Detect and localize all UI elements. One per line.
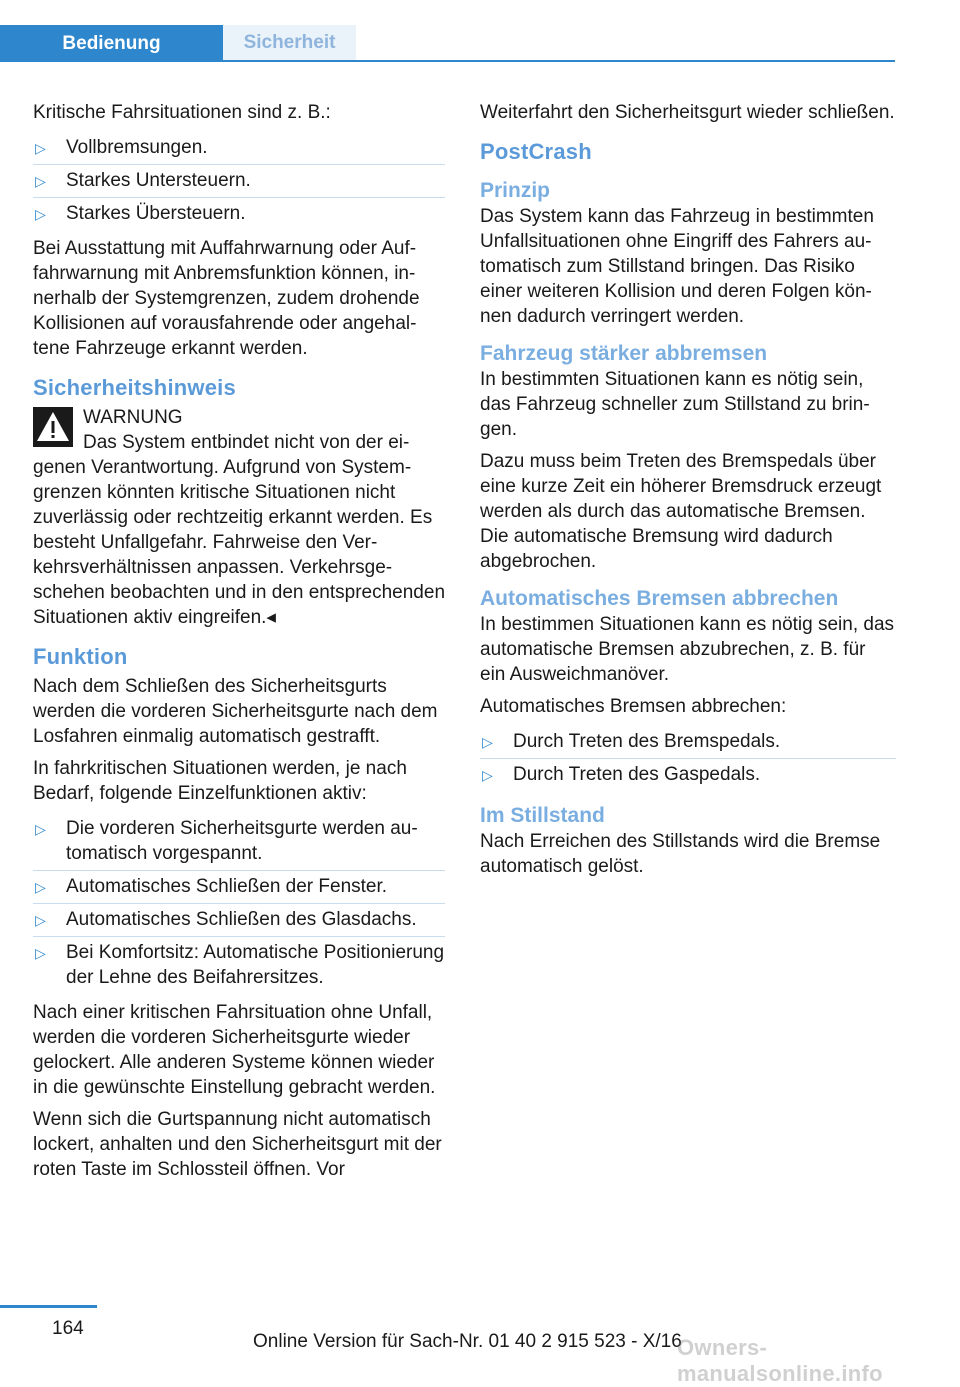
- tab-bedienung[interactable]: Bedienung: [0, 25, 223, 62]
- funktion-paragraph-3: Nach einer kritischen Fahrsituation ohne Unfall, werden die vorderen Sicherheitsgurte wieder gelockert. Alle anderen Systeme können wieder in die gewünschte Einstellung gebracht werden.: [33, 1002, 436, 1098]
- funktion-paragraph-2: In fahrkritischen Situationen werden, je nach Bedarf, folgende Einzelfunktionen aktiv:: [33, 758, 407, 804]
- prinzip-paragraph: Das System kann das Fahrzeug in bestimmten Unfallsituationen ohne Eingriff des Fahrers automatisch zum Stillstand bringen. Das Risiko einer weiteren Kollision und deren Folgen können dadurch verringert werden.: [480, 206, 874, 327]
- list-item: ▷ Starkes Untersteuern.: [33, 164, 445, 197]
- triangle-right-icon: ▷: [35, 173, 46, 189]
- list-item: ▷ Automatisches Schließen des Glasdachs.: [33, 903, 445, 936]
- heading-im-stillstand: Im Stillstand: [480, 804, 605, 827]
- heading-prinzip: Prinzip: [480, 179, 551, 202]
- online-version-text: Online Version für Sach-Nr. 01 40 2 915 523 - X/16: [253, 1331, 682, 1352]
- triangle-right-icon: ▷: [35, 821, 46, 837]
- continuation-text: Weiterfahrt den Sicherheitsgurt wieder schließen.: [480, 102, 895, 123]
- right-column: [480, 100, 896, 886]
- watermark: Owners-manualsonline.info: [677, 1335, 883, 1386]
- staerker-paragraph-2: Dazu muss beim Treten des Bremspedals über eine kurze Zeit ein höherer Bremsdruck erzeugt werden als durch das automatische Bremsen. Die automatische Bremsung wird dadurch abgebrochen.: [480, 451, 882, 572]
- list-item: ▷ Bei Komfortsitz: Automatische Positionierung der Lehne des Beifahrersitzes.: [33, 936, 445, 994]
- footer-rule: [0, 1305, 97, 1308]
- triangle-right-icon: ▷: [482, 767, 493, 783]
- triangle-right-icon: ▷: [35, 206, 46, 222]
- heading-postcrash: PostCrash: [480, 139, 592, 164]
- triangle-right-icon: ▷: [35, 140, 46, 156]
- list-item: ▷ Die vorderen Sicherheitsgurte werden automatisch vorgespannt.: [35, 818, 418, 864]
- header-rule: [0, 60, 895, 62]
- header-tabs: [0, 25, 895, 62]
- einzelfunktionen-list: [33, 813, 445, 994]
- warning-triangle-icon: [33, 407, 73, 447]
- heading-sicherheitshinweis: Sicherheitshinweis: [33, 375, 236, 400]
- list-item: ▷ Durch Treten des Bremspedals.: [480, 726, 896, 758]
- tab-sicherheit[interactable]: Sicherheit: [223, 25, 356, 60]
- list-item: ▷ Starkes Übersteuern.: [33, 197, 445, 230]
- list-item: ▷ Vollbremsungen.: [33, 132, 445, 164]
- heading-funktion: Funktion: [33, 644, 128, 669]
- triangle-right-icon: ▷: [482, 734, 493, 750]
- abbrechen-paragraph-2: Automatisches Bremsen abbrechen:: [480, 696, 787, 717]
- intro-text: Kritische Fahrsituationen sind z. B.:: [33, 102, 331, 123]
- warning-block: [33, 405, 445, 630]
- warning-text: Das System entbindet nicht von der eigenen Verantwortung. Aufgrund von Systemgrenzen könnten kritische Situationen nicht zuverlässig oder rechtzeitig erkannt werden. Es besteht Unfallgefahr. Fahrweise den Verkehrsverhältnissen anpassen. Verkehrsgeschehen beobachten und in den entsprechenden Situationen aktiv eingreifen.◂: [33, 432, 446, 628]
- stillstand-paragraph: Nach Erreichen des Stillstands wird die Bremse automatisch gelöst.: [480, 831, 881, 877]
- abbrechen-paragraph-1: In bestimmen Situationen kann es nötig sein, das automatische Bremsen abzubrechen, z. B. für ein Ausweichmanöver.: [480, 614, 895, 685]
- critical-situations-list: [33, 132, 445, 230]
- heading-staerker-abbremsen: Fahrzeug stärker abbremsen: [480, 342, 768, 365]
- funktion-paragraph-4: Wenn sich die Gurtspannung nicht automatisch lockert, anhalten und den Sicherheitsgurt mit der roten Taste im Schlossteil öffnen. Vor: [33, 1109, 442, 1180]
- funktion-paragraph-1: Nach dem Schließen des Sicherheitsgurts werden die vorderen Sicherheitsgurte nach dem Losfahren einmalig automatisch gestrafft.: [33, 676, 438, 747]
- heading-bremsen-abbrechen: Automatisches Bremsen abbrechen: [480, 587, 839, 610]
- warning-label: WARNUNG: [83, 407, 183, 428]
- staerker-paragraph-1: In bestimmten Situationen kann es nötig sein, das Fahrzeug schneller zum Stillstand zu bringen.: [480, 369, 870, 440]
- left-column: [33, 100, 445, 1189]
- triangle-right-icon: ▷: [35, 912, 46, 928]
- ausstattung-paragraph: Bei Ausstattung mit Auffahrwarnung oder Auffahrwarnung mit Anbremsfunktion können, innerhalb der Systemgrenzen, zudem drohende Kollisionen auf vorausfahrende oder angehaltene Fahrzeuge erkannt werden.: [33, 238, 420, 359]
- abbrechen-list: [480, 726, 896, 791]
- page-number: 164: [52, 1318, 84, 1339]
- list-item: ▷ Automatisches Schließen der Fenster.: [33, 870, 445, 903]
- list-item: ▷ Durch Treten des Gaspedals.: [480, 758, 896, 791]
- triangle-right-icon: ▷: [35, 879, 46, 895]
- triangle-right-icon: ▷: [35, 945, 46, 961]
